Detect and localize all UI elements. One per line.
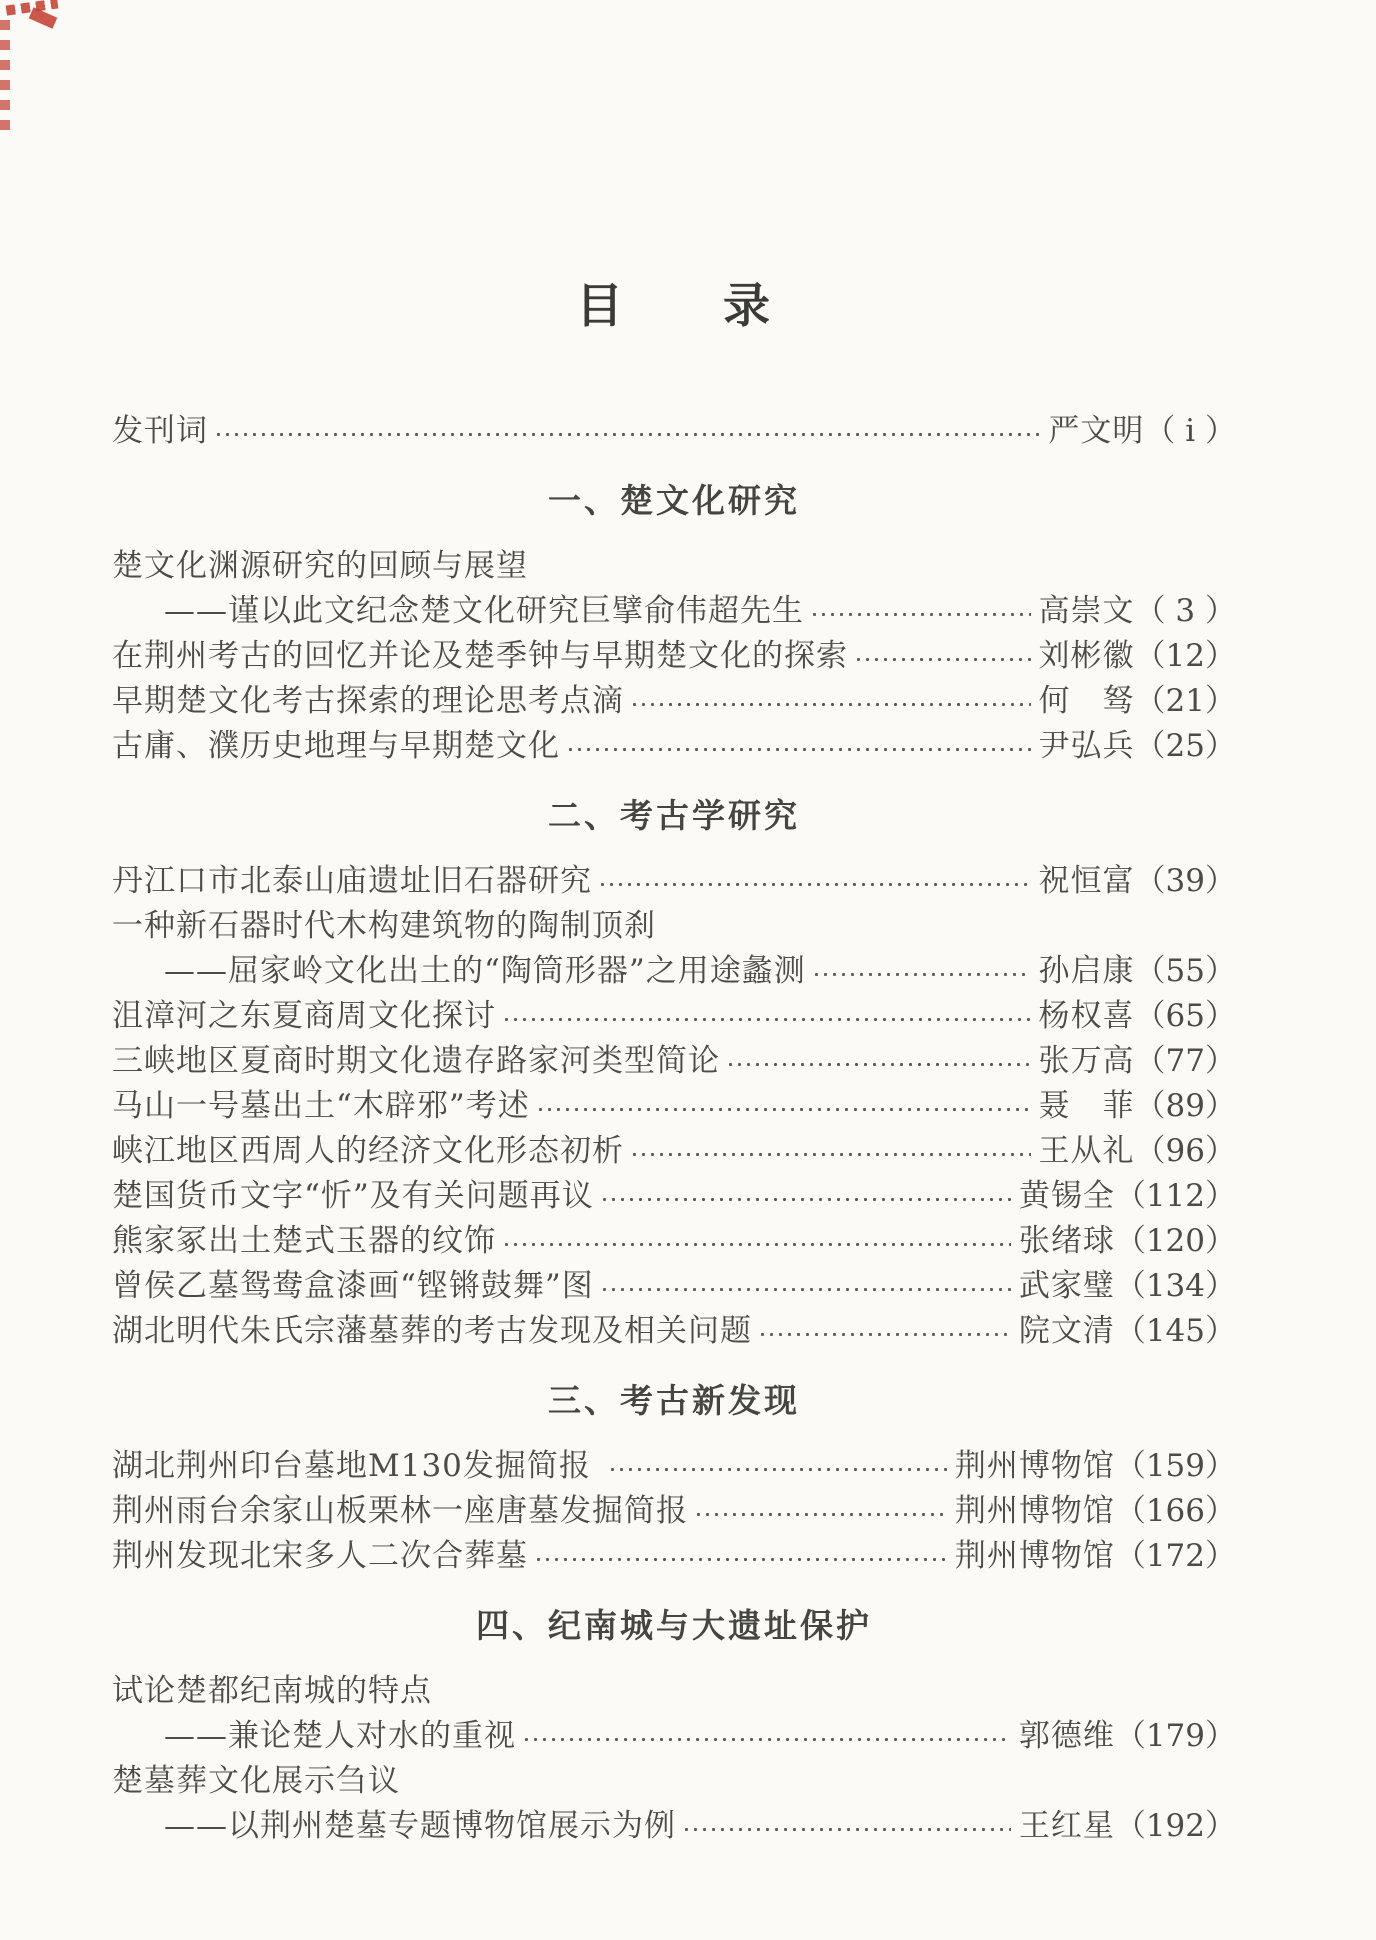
entry-page: （145） [1114, 1313, 1236, 1350]
entry-author: 黄锡全 [1018, 1178, 1115, 1215]
entry-author: 何 驽 [1038, 683, 1135, 720]
dot-leader [630, 1129, 1031, 1174]
entry-page: （65） [1134, 998, 1236, 1035]
entry-author: 郭德维 [1018, 1718, 1115, 1755]
toc-entry [112, 1309, 1236, 1354]
dot-leader [682, 1804, 1011, 1849]
entry-author: 尹弘兵 [1038, 728, 1135, 765]
dot-leader [566, 724, 1031, 769]
entry-page: （134） [1114, 1268, 1236, 1305]
dot-leader [600, 1264, 1011, 1309]
dot-leader [812, 949, 1031, 994]
entry-page: （39） [1134, 863, 1236, 900]
entry-title: 湖北荆州印台墓地M130发掘简报 [112, 1448, 602, 1485]
dot-leader [758, 1309, 1011, 1354]
page-title: 目 录 [576, 279, 772, 334]
toc-entry [112, 1084, 1236, 1129]
entry-author: 荆州博物馆 [954, 1538, 1115, 1575]
entry-page: （12） [1134, 638, 1236, 675]
dot-leader [608, 1444, 947, 1489]
dot-leader [694, 1489, 947, 1534]
toc-entry [112, 904, 1236, 949]
entry-subtitle: ——谨以此文纪念楚文化研究巨擘俞伟超先生 [164, 593, 804, 630]
dot-leader [600, 1174, 1011, 1219]
entry-author: 荆州博物馆 [954, 1448, 1115, 1485]
section-heading: 四、纪南城与大遗址保护 [476, 1606, 872, 1646]
toc-entry [112, 1219, 1236, 1264]
entry-page: （120） [1114, 1223, 1236, 1260]
entry-page: （21） [1134, 683, 1236, 720]
section-heading: 三、考古新发现 [548, 1381, 800, 1421]
entry-page: （192） [1114, 1808, 1236, 1845]
toc-entry [112, 1669, 1236, 1714]
toc-entry [112, 1174, 1236, 1219]
entry-page: （159） [1114, 1448, 1236, 1485]
toc-entry [112, 544, 1236, 589]
entry-title: 沮漳河之东夏商周文化探讨 [112, 998, 496, 1035]
toc-entry-subtitle [112, 949, 1236, 994]
toc-entry [112, 1129, 1236, 1174]
entry-author: 荆州博物馆 [954, 1493, 1115, 1530]
toc-entry [112, 859, 1236, 904]
toc-entry-subtitle [112, 1714, 1236, 1759]
toc-entry [112, 1444, 1236, 1489]
dot-leader [534, 1534, 947, 1579]
toc-entry-subtitle [112, 1804, 1236, 1849]
entry-page: （172） [1114, 1538, 1236, 1575]
section-heading: 二、考古学研究 [548, 796, 800, 836]
dot-leader [726, 1039, 1031, 1084]
entry-title: 荆州雨台余家山板栗林一座唐墓发掘简报 [112, 1493, 688, 1530]
scan-mark [0, 20, 10, 138]
entry-title: 丹江口市北泰山庙遗址旧石器研究 [112, 863, 592, 900]
dot-leader [502, 994, 1031, 1039]
toc-entry [112, 1264, 1236, 1309]
entry-author: 孙启康 [1038, 953, 1135, 990]
entry-author: 王从礼 [1038, 1133, 1135, 1170]
entry-title: 湖北明代朱氏宗藩墓葬的考古发现及相关问题 [112, 1313, 752, 1350]
toc-entry [112, 1489, 1236, 1534]
dot-leader [598, 859, 1031, 904]
entry-title: 峡江地区西周人的经济文化形态初析 [112, 1133, 624, 1170]
entry-page: （166） [1114, 1493, 1236, 1530]
entry-title: 在荆州考古的回忆并论及楚季钟与早期楚文化的探索 [112, 638, 848, 675]
entry-subtitle: ——以荆州楚墓专题博物馆展示为例 [164, 1808, 676, 1845]
entry-title: 曾侯乙墓鸳鸯盒漆画“铿锵鼓舞”图 [112, 1268, 594, 1305]
dot-leader [630, 679, 1031, 724]
entry-subtitle: ——兼论楚人对水的重视 [164, 1718, 516, 1755]
toc-entry-subtitle [112, 589, 1236, 634]
entry-author: 高崇文 [1038, 593, 1135, 630]
entry-page: （55） [1134, 953, 1236, 990]
dot-leader [854, 634, 1031, 679]
entry-page: （112） [1114, 1178, 1236, 1215]
toc-content [112, 0, 1236, 1849]
entry-page: （179） [1114, 1718, 1236, 1755]
toc-entry [112, 1534, 1236, 1579]
entry-author: 院文清 [1018, 1313, 1115, 1350]
dot-leader [214, 409, 1040, 454]
toc-entry [112, 724, 1236, 769]
entry-author: 武家璧 [1018, 1268, 1115, 1305]
entry-author: 刘彬徽 [1038, 638, 1135, 675]
spacer [112, 331, 1236, 409]
dot-leader [522, 1714, 1011, 1759]
entry-author: 杨权喜 [1038, 998, 1135, 1035]
entry-title: 楚文化渊源研究的回顾与展望 [112, 548, 528, 585]
entry-author: 聂 菲 [1038, 1088, 1135, 1125]
entry-page: （96） [1134, 1133, 1236, 1170]
entry-title: 荆州发现北宋多人二次合葬墓 [112, 1538, 528, 1575]
dot-leader [502, 1219, 1011, 1264]
entry-title: 熊家冢出土楚式玉器的纹饰 [112, 1223, 496, 1260]
dot-leader [536, 1084, 1031, 1129]
entry-title: 试论楚都纪南城的特点 [112, 1673, 432, 1710]
entry-page: （25） [1134, 728, 1236, 765]
entry-author: 王红星 [1018, 1808, 1115, 1845]
entry-page: （77） [1134, 1043, 1236, 1080]
toc-entry [112, 679, 1236, 724]
toc-entry [112, 1039, 1236, 1084]
section-heading: 一、楚文化研究 [548, 481, 800, 521]
toc-entry [112, 994, 1236, 1039]
entry-author: 严文明 [1048, 413, 1145, 450]
entry-title: 发刊词 [112, 413, 208, 450]
entry-subtitle: ——屈家岭文化出土的“陶筒形器”之用途蠡测 [164, 953, 806, 990]
entry-title: 楚墓葬文化展示刍议 [112, 1763, 400, 1800]
entry-title: 古庸、濮历史地理与早期楚文化 [112, 728, 560, 765]
scan-mark [29, 7, 58, 29]
entry-title: 马山一号墓出土“木辟邪”考述 [112, 1088, 530, 1125]
entry-title: 楚国货币文字“忻”及有关问题再议 [112, 1178, 594, 1215]
toc-entry [112, 409, 1236, 454]
toc-entry [112, 634, 1236, 679]
entry-page: （89） [1134, 1088, 1236, 1125]
entry-page: （ ⅰ ） [1144, 413, 1236, 450]
entry-title: 一种新石器时代木构建筑物的陶制顶刹 [112, 908, 656, 945]
entry-page: （ 3 ） [1134, 593, 1236, 630]
entry-author: 祝恒富 [1038, 863, 1135, 900]
toc-entry [112, 1759, 1236, 1804]
entry-title: 三峡地区夏商时期文化遗存路家河类型简论 [112, 1043, 720, 1080]
dot-leader [810, 589, 1031, 634]
entry-title: 早期楚文化考古探索的理论思考点滴 [112, 683, 624, 720]
entry-author: 张万高 [1038, 1043, 1135, 1080]
entry-author: 张绪球 [1018, 1223, 1115, 1260]
